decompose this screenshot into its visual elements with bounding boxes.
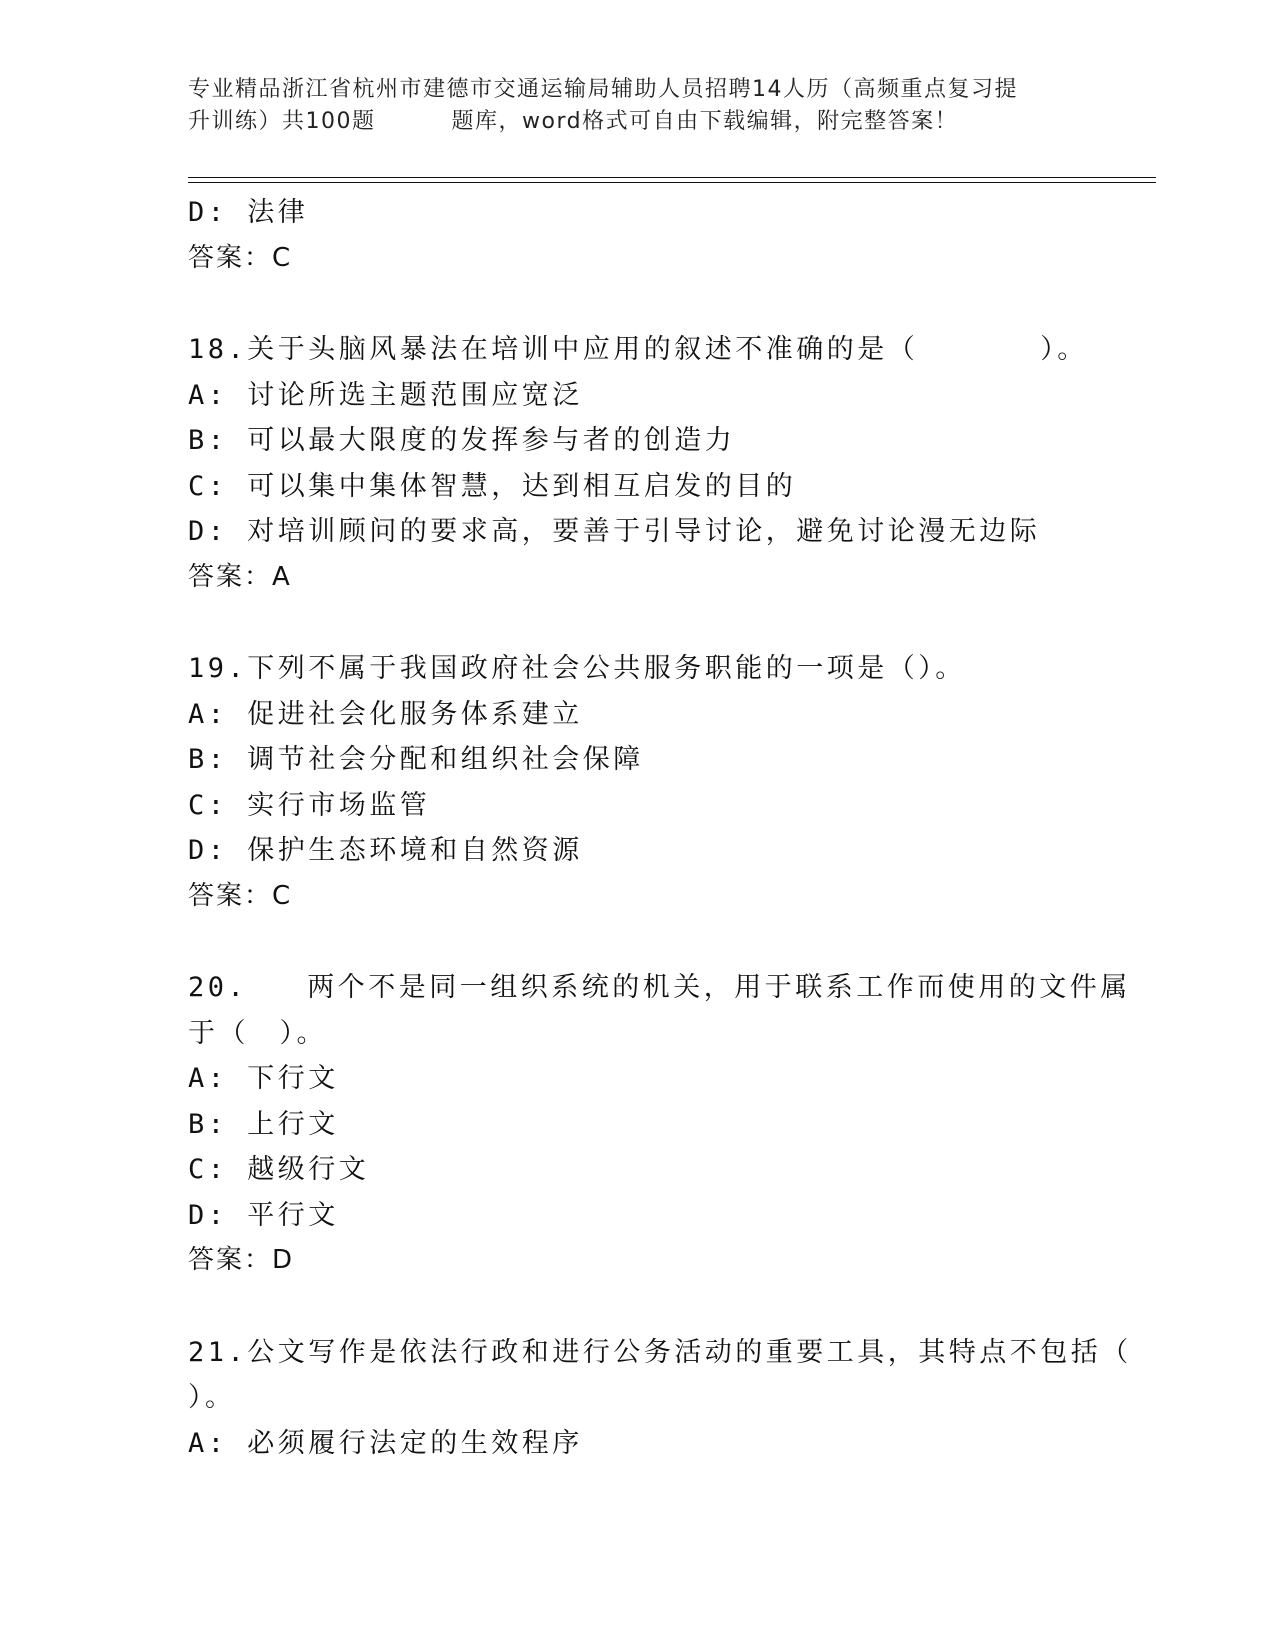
- header-title-line-1: 专业精品浙江省杭州市建德市交通运输局辅助人员招聘14人历（高频重点复习提: [188, 77, 1018, 102]
- header-divider-bottom: [188, 182, 1156, 183]
- question-20-stem-text: 两个不是同一组织系统的机关，用于联系工作而使用的文件属: [307, 972, 1131, 1003]
- question-20-answer: 答案：D: [188, 1245, 295, 1275]
- question-19-option-b: B: 调节社会分配和组织社会保障: [188, 744, 644, 775]
- question-19-stem: 19.下列不属于我国政府社会公共服务职能的一项是（）。: [188, 653, 966, 684]
- prev-answer: 答案：C: [188, 242, 293, 273]
- question-18-option-c: C: 可以集中集体智慧，达到相互启发的目的: [188, 470, 797, 502]
- question-18-option-d: D: 对培训顾问的要求高，要善于引导讨论，避免讨论漫无边际: [188, 516, 1041, 547]
- question-20-option-c: C: 越级行文: [188, 1154, 370, 1185]
- header-divider-top: [188, 177, 1156, 178]
- question-18-answer: 答案：A: [188, 561, 292, 592]
- question-20-number: 20.: [188, 972, 248, 1003]
- question-19-option-d: D: 保护生态环境和自然资源: [188, 835, 583, 866]
- question-18-option-b: B: 可以最大限度的发挥参与者的创造力: [188, 425, 736, 456]
- question-19-answer: 答案：C: [188, 880, 293, 911]
- question-21-stem-line-2: ）。: [188, 1382, 236, 1413]
- header-title-line-2: [188, 106, 1088, 138]
- question-18-stem: 18.关于头脑风暴法在培训中应用的叙述不准确的是（ ）。: [188, 334, 1088, 365]
- question-18-option-a: A: 讨论所选主题范围应宽泛: [188, 379, 583, 411]
- question-content: [188, 190, 1132, 1466]
- prev-option-d: D: 法律: [188, 197, 309, 228]
- header-title-line-2-part-2: 题库，word格式可自由下载编辑，附完整答案！: [451, 109, 959, 134]
- question-20-stem-line-2: 于（ ）。: [188, 1017, 327, 1049]
- document-header: [188, 74, 1088, 138]
- question-19-option-c: C: 实行市场监管: [188, 789, 431, 821]
- question-20-option-d: D: 平行文: [188, 1199, 339, 1231]
- question-21-option-a: A: 必须履行法定的生效程序: [188, 1427, 583, 1459]
- question-20-option-a: A: 下行文: [188, 1063, 339, 1094]
- header-title-line-2-part-1: 升训练）共100题: [188, 109, 376, 134]
- question-20-stem-line-1: [188, 965, 1131, 1011]
- question-21-stem-line-1: 21.公文写作是依法行政和进行公务活动的重要工具，其特点不包括（: [188, 1336, 1132, 1368]
- question-19-option-a: A: 促进社会化服务体系建立: [188, 698, 583, 730]
- question-20-option-b: B: 上行文: [188, 1108, 339, 1140]
